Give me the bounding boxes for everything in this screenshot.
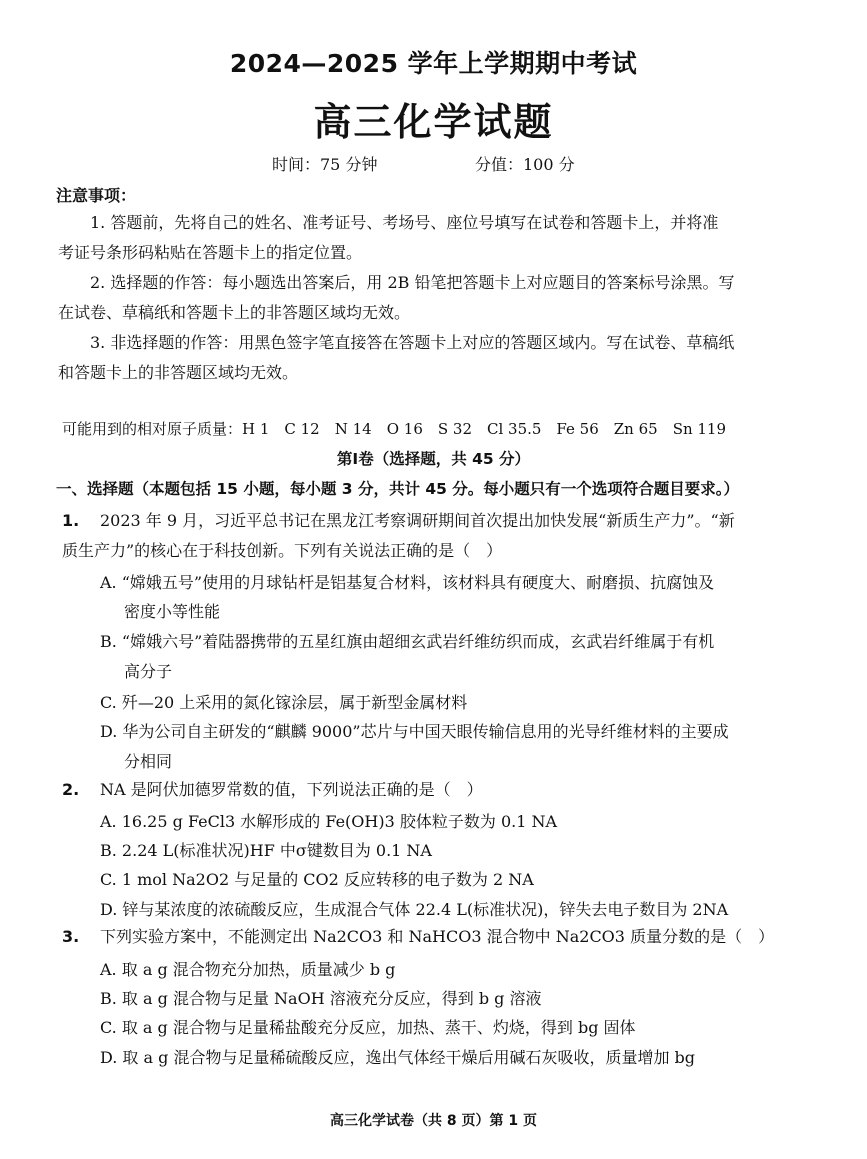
notes-line: 2. 选择题的作答：每小题选出答案后，用 2B 铅笔把答题卡上对应题目的答案标号涂黑。写 (90, 273, 735, 292)
question-number: 3. (62, 927, 80, 946)
question-stem: 2023 年 9 月，习近平总书记在黑龙江考察调研期间首次提出加快发展“新质生产力”。“新 (100, 511, 735, 530)
option-a: A. 16.25 g FeCl3 水解形成的 Fe(OH)3 胶体粒子数为 0.1 NA (100, 812, 558, 831)
exam-time: 时间：75 分钟 (272, 155, 378, 174)
option-c: C. 1 mol Na2O2 与足量的 CO2 反应转移的电子数为 2 NA (100, 870, 534, 889)
notes-line: 3. 非选择题的作答：用黑色签字笔直接答在答题卡上对应的答题区域内。写在试卷、草稿纸 (90, 333, 735, 352)
question-number: 2. (62, 780, 80, 799)
question-number: 1. (62, 511, 80, 530)
subject-title: 高三化学试题 (313, 100, 554, 144)
notes-heading: 注意事项： (56, 186, 137, 205)
option-b: B. 2.24 L(标准状况)HF 中σ键数目为 0.1 NA (100, 841, 432, 860)
question-stem: NA 是阿伏加德罗常数的值，下列说法正确的是（ ） (100, 780, 483, 799)
exam-title: 2024—2025 学年上学期期中考试 (229, 49, 638, 78)
notes-line: 和答题卡上的非答题区域均无效。 (58, 363, 299, 382)
page-footer: 高三化学试卷（共 8 页）第 1 页 (330, 1113, 537, 1129)
part-heading: 一、选择题（本题包括 15 小题，每小题 3 分，共计 45 分。每小题只有一个选项符合题目要求。） (56, 480, 740, 498)
atomic-masses: 可能用到的相对原子质量：H 1 C 12 N 14 O 16 S 32 Cl 35.5 Fe 56 Zn 65 Sn 119 (62, 420, 727, 438)
exam-score: 分值：100 分 (475, 155, 575, 174)
option-b: B. “嫦娥六号”着陆器携带的五星红旗由超细玄武岩纤维纺织而成，玄武岩纤维属于有机 (100, 632, 715, 651)
notes-line: 1. 答题前，先将自己的姓名、准考证号、考场号、座位号填写在试卷和答题卡上，并将准 (90, 213, 719, 232)
notes-line: 在试卷、草稿纸和答题卡上的非答题区域均无效。 (58, 303, 411, 322)
option-c: C. 歼—20 上采用的氮化镓涂层，属于新型金属材料 (100, 693, 468, 712)
option-b: B. 取 a g 混合物与足量 NaOH 溶液充分反应，得到 b g 溶液 (100, 989, 542, 1008)
option-a: A. “嫦娥五号”使用的月球钻杆是铝基复合材料，该材料具有硬度大、耐磨损、抗腐蚀及 (100, 573, 715, 592)
option-d: D. 取 a g 混合物与足量稀硫酸反应，逸出气体经干燥后用碱石灰吸收，质量增加 bg (100, 1048, 696, 1067)
question-stem: 质生产力”的核心在于科技创新。下列有关说法正确的是（ ） (62, 541, 503, 560)
option-a: A. 取 a g 混合物充分加热，质量减少 b g (100, 960, 396, 979)
option-d: D. 锌与某浓度的浓硫酸反应，生成混合气体 22.4 L(标准状况)，锌失去电子数目为 2NA (100, 900, 729, 919)
section-title: 第Ⅰ卷（选择题，共 45 分） (336, 450, 531, 468)
question-stem: 下列实验方案中，不能测定出 Na2CO3 和 NaHCO3 混合物中 Na2CO3 质量分数的是（ ） (100, 927, 775, 946)
option-d: D. 华为公司自主研发的“麒麟 9000”芯片与中国天眼传输信息用的光导纤维材料的主要成 (100, 722, 729, 741)
option-c: C. 取 a g 混合物与足量稀盐酸充分反应，加热、蒸干、灼烧，得到 bg 固体 (100, 1018, 636, 1037)
option-b-cont: 高分子 (124, 662, 173, 681)
notes-line: 考证号条形码粘贴在答题卡上的指定位置。 (58, 243, 363, 262)
option-a-cont: 密度小等性能 (124, 602, 221, 621)
option-d-cont: 分相同 (124, 752, 173, 771)
